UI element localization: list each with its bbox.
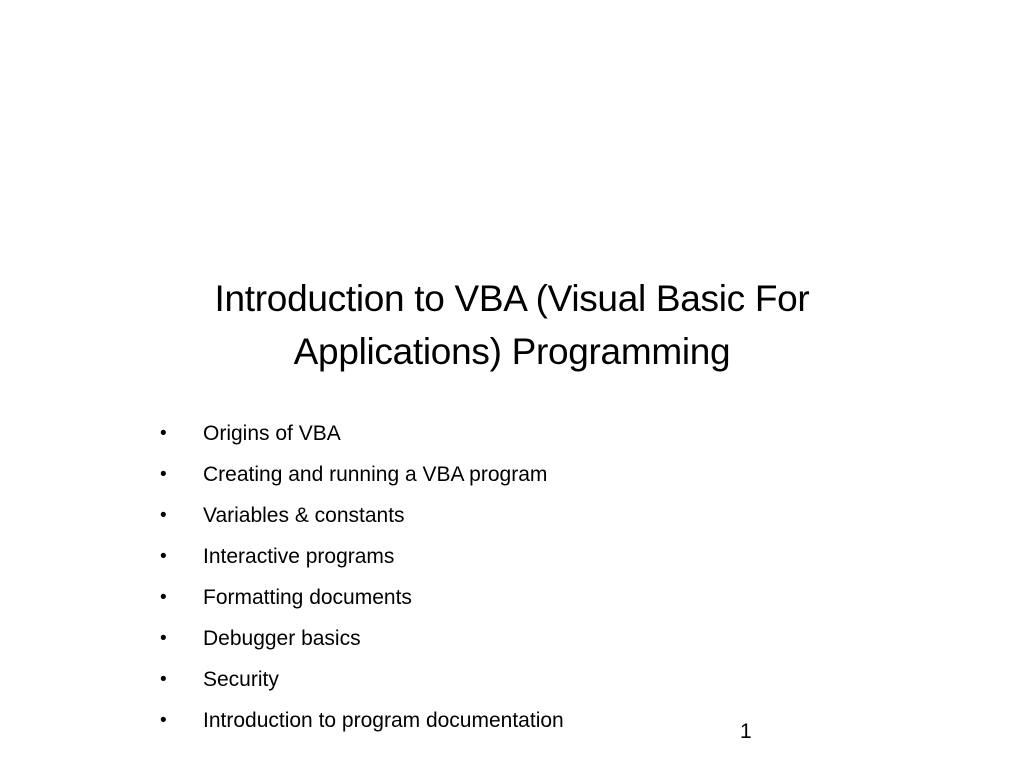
bullet-icon: • [160, 669, 167, 690]
bullet-item [160, 454, 564, 495]
bullet-text: Security [203, 668, 279, 691]
bullet-text: Debugger basics [203, 627, 361, 650]
bullet-item [160, 495, 564, 536]
bullet-item [160, 413, 564, 454]
slide-title: Introduction to VBA (Visual Basic For Applications) Programming [214, 278, 810, 372]
bullet-text: Introduction to program documentation [203, 709, 564, 732]
bullet-icon: • [160, 546, 167, 567]
bullet-item [160, 536, 564, 577]
bullet-item [160, 700, 564, 741]
bullet-icon: • [160, 505, 167, 526]
bullet-text: Creating and running a VBA program [203, 463, 548, 486]
bullet-item [160, 618, 564, 659]
bullet-icon: • [160, 587, 167, 608]
bullet-icon: • [160, 423, 167, 444]
bullet-text: Formatting documents [203, 586, 412, 609]
bullet-text: Interactive programs [203, 545, 395, 568]
bullet-item [160, 577, 564, 618]
bullet-icon: • [160, 628, 167, 649]
bullet-text: Variables & constants [203, 504, 405, 527]
bullet-item [160, 659, 564, 700]
bullet-icon: • [160, 464, 167, 485]
bullet-text: Origins of VBA [203, 422, 341, 445]
bullet-icon: • [160, 710, 167, 731]
page-number: 1 [740, 720, 752, 743]
bullet-list [160, 413, 564, 741]
